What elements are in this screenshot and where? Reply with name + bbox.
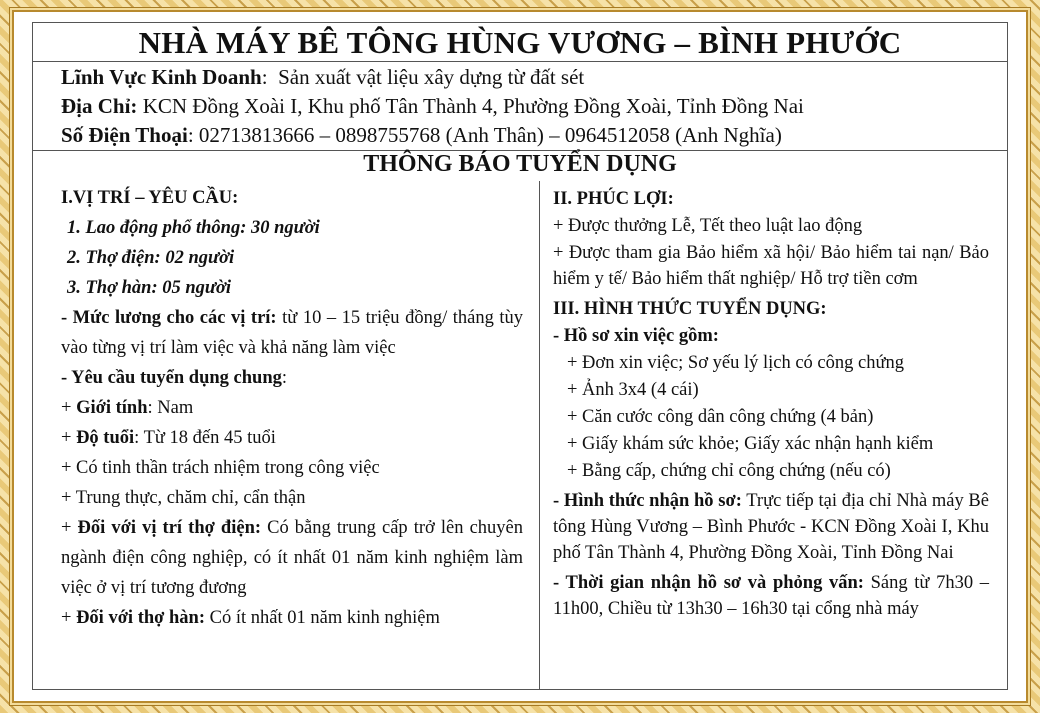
section2-heading: II. PHÚC LỢI: [553, 189, 674, 209]
notice-title: THÔNG BÁO TUYỂN DỤNG [363, 151, 677, 177]
left-column [61, 183, 523, 633]
benefit-item: + Được thưởng Lễ, Tết theo luật lao động [553, 216, 863, 236]
doc-item: + Căn cước công dân công chứng (4 bản) [567, 407, 874, 427]
address-line [61, 92, 804, 121]
company-title: NHÀ MÁY BÊ TÔNG HÙNG VƯƠNG – BÌNH PHƯỚC [138, 25, 902, 60]
business-label: Lĩnh Vực Kinh Doanh [61, 65, 262, 89]
welder-value: Có ít nhất 01 năm kinh nghiệm [209, 608, 440, 628]
general-requirements-heading: - Yêu cầu tuyển dụng chung: [61, 368, 287, 388]
salary-paragraph [61, 303, 523, 363]
business-line: Lĩnh Vực Kinh Doanh: Sản xuất vật liệu xây dựng từ đất sét [61, 65, 585, 89]
benefit-item: + Được tham gia Bảo hiểm xã hội/ Bảo hiểm tai nạn/ Bảo hiểm y tế/ Bảo hiểm thất nghiệp/ Hỗ trợ tiền cơm [553, 243, 989, 289]
docs-label: - Hồ sơ xin việc gồm: [553, 326, 719, 346]
doc-item: + Ảnh 3x4 (4 cái) [567, 380, 699, 400]
welder-line: + Đối với thợ hàn: Có ít nhất 01 năm kinh nghiệm [61, 608, 440, 628]
age-line: + Độ tuổi: Từ 18 đến 45 tuổi [61, 428, 276, 448]
submit-label: - Hình thức nhận hồ sơ: [553, 491, 742, 511]
electrician-paragraph: + Đối với vị trí thợ điện: Có bằng trung cấp trở lên chuyên ngành điện công nghiệp, có ít nhất 01 năm kinh nghiệm làm việc ở vị trí tương đương [61, 518, 524, 598]
time-paragraph [553, 570, 989, 622]
phone-value: 02713813666 – 0898755768 (Anh Thân) – 0964512058 (Anh Nghĩa) [198, 123, 782, 147]
salary-label: - Mức lương cho các vị trí: [61, 308, 277, 328]
electrician-value: Có bằng trung cấp trở lên chuyên ngành điện công nghiệp, có ít nhất 01 năm kinh nghiệm làm việc ở vị trí tương đương [61, 518, 524, 598]
time-value: Sáng từ 7h30 – 11h00, Chiều từ 13h30 – 16h30 tại cổng nhà máy [553, 573, 990, 619]
gender-label: Giới tính [76, 398, 148, 418]
age-label: Độ tuổi [76, 428, 135, 448]
section3-heading: III. HÌNH THỨC TUYỂN DỤNG: [553, 299, 827, 319]
salary-value: từ 10 – 15 triệu đồng/ tháng tùy vào từng vị trí làm việc và khả năng làm việc [61, 308, 523, 358]
section1-heading: I.VỊ TRÍ – YÊU CẦU: [61, 188, 239, 208]
gender-value: Nam [157, 398, 194, 418]
business-value: Sản xuất vật liệu xây dựng từ đất sét [278, 65, 585, 89]
address-value: KCN Đồng Xoài I, Khu phố Tân Thành 4, Phường Đồng Xoài, Tỉnh Đồng Nai [142, 94, 804, 118]
phone-line: Số Điện Thoại: 02713813666 – 0898755768 (Anh Thân) – 0964512058 (Anh Nghĩa) [61, 123, 782, 147]
column-divider [539, 181, 540, 689]
requirement-item: + Trung thực, chăm chỉ, cẩn thận [61, 488, 306, 508]
doc-item: + Bằng cấp, chứng chỉ công chứng (nếu có) [567, 461, 891, 481]
right-column [553, 186, 989, 622]
position-item: 3. Thợ hàn: 05 người [67, 278, 232, 298]
submit-paragraph [553, 488, 989, 566]
requirement-item: + Có tinh thần trách nhiệm trong công việc [61, 458, 380, 478]
general-label: - Yêu cầu tuyển dụng chung [61, 368, 282, 388]
title-divider [33, 61, 1007, 62]
address-label: Địa Chỉ: [61, 94, 138, 118]
time-label: - Thời gian nhận hồ sơ và phỏng vấn: [553, 573, 864, 593]
electrician-label: Đối với vị trí thợ điện: [77, 518, 262, 538]
doc-item: + Đơn xin việc; Sơ yếu lý lịch có công chứng [567, 353, 904, 373]
position-item: 1. Lao động phổ thông: 30 người [67, 218, 320, 238]
gender-line: + Giới tính: Nam [61, 398, 194, 418]
recruitment-notice [32, 22, 1008, 690]
submit-value: Trực tiếp tại địa chỉ Nhà máy Bê tông Hùng Vương – Bình Phước - KCN Đồng Xoài I, Khu phố Tân Thành 4, Phường Đồng Xoài, Tỉnh Đồng Nai [553, 491, 989, 563]
welder-label: Đối với thợ hàn: [76, 608, 206, 628]
company-info [61, 63, 804, 150]
phone-label: Số Điện Thoại [61, 123, 188, 147]
doc-item: + Giấy khám sức khỏe; Giấy xác nhận hạnh kiểm [567, 434, 934, 454]
age-value: Từ 18 đến 45 tuổi [143, 428, 276, 448]
position-item: 2. Thợ điện: 02 người [67, 248, 235, 268]
